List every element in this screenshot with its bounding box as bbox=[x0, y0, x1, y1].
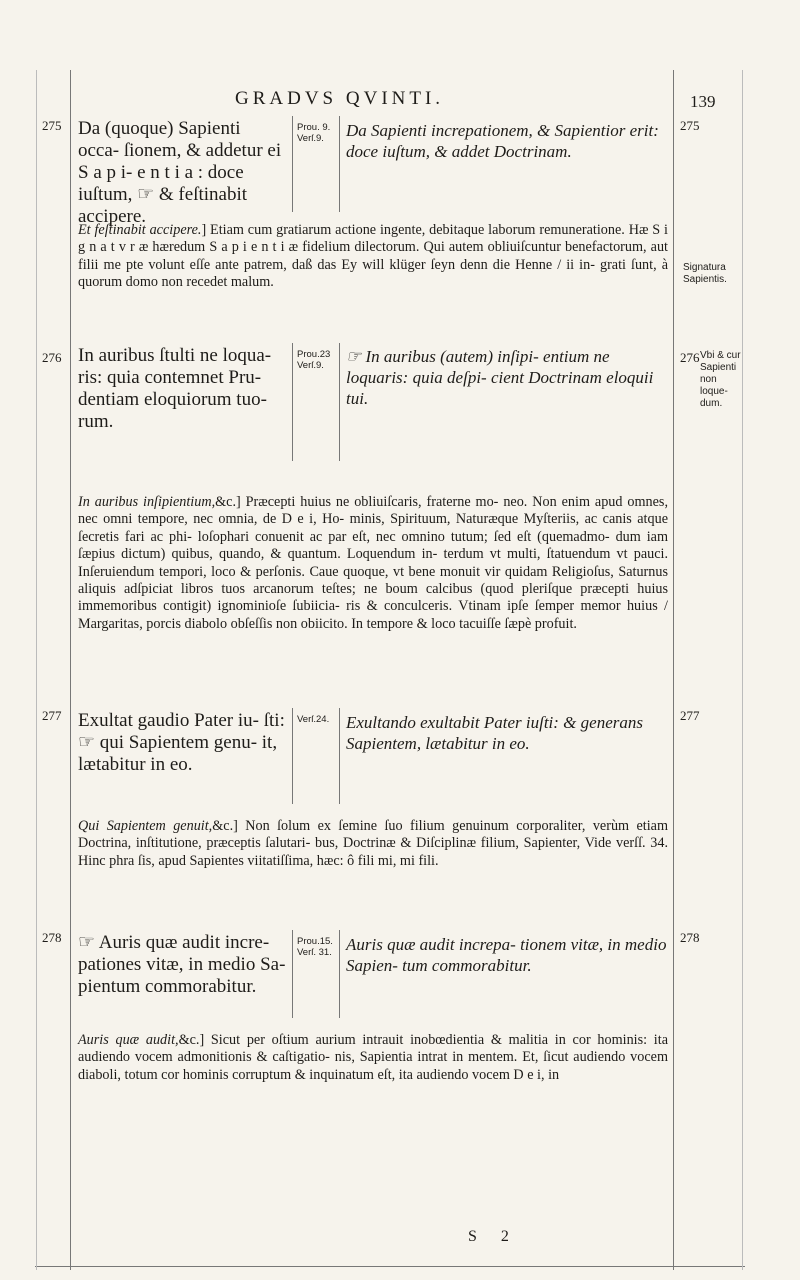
ref-277: Verſ.24. bbox=[297, 714, 330, 725]
verse-278: ☞ Auris quæ audit incre- pationes vitæ, in medio Sa- pientum commorabitur. bbox=[78, 932, 286, 997]
margin-number-278-right: 278 bbox=[680, 930, 700, 945]
column-rule bbox=[339, 116, 340, 212]
running-title: GRADVS QVINTI. bbox=[235, 88, 445, 109]
margin-number-275-left: 275 bbox=[42, 118, 62, 133]
commentary-276 bbox=[78, 494, 668, 633]
column-rule bbox=[339, 708, 340, 804]
commentary-278 bbox=[78, 1032, 668, 1084]
margin-number-275-right: 275 bbox=[680, 118, 700, 133]
column-rule bbox=[292, 708, 293, 804]
right-frame-rule bbox=[673, 70, 674, 1270]
commentary-275 bbox=[78, 222, 668, 292]
column-rule bbox=[292, 116, 293, 212]
comment-body: &c.] Sicut per oſtium aurium intrauit inobœdientia & malitia in cor hominis: ita audiendo vocem admonitionis & caſtigatio- nis, Sapientia intrat in mentem. Et, ſicut audiendo vocem diaboli, totum cor hominis corruptum & inquinatum eſt, ita audiendo vocem D e i, in bbox=[78, 1032, 668, 1083]
verse-277: Exultat gaudio Pater iu- ſti: ☞ qui Sapientem genu- it, lætabitur in eo. bbox=[78, 710, 285, 775]
comment-lead: Qui Sapientem genuit, bbox=[78, 818, 213, 834]
bottom-rule bbox=[35, 1266, 745, 1267]
margin-number-276-right: 276 bbox=[680, 350, 700, 365]
side-note-signatura: Signatura Sapientis. bbox=[683, 262, 727, 285]
ref-276: Prou.23 Verſ.9. bbox=[297, 349, 331, 371]
margin-number-278-left: 278 bbox=[42, 930, 62, 945]
side-note-vbi-cur: Vbi & cur Sapienti non loque- dum. bbox=[700, 350, 741, 409]
column-rule bbox=[339, 930, 340, 1018]
comment-lead: Auris quæ audit, bbox=[78, 1032, 179, 1048]
margin-number-277-right: 277 bbox=[680, 708, 700, 723]
column-rule bbox=[292, 930, 293, 1018]
comment-body: ] Etiam cum gratiarum actione ingente, debitaque laborum remuneratione. Hæ S i g n a t v r æ hæredum S a p i e n t i æ fidelium dilectorum. Qui autem obliuiſcuntur benefactorum, aut filii me pte volunt eſſe ante patrem, daß das Ey will klüger ſeyn denn die Henne / ii in- grati ſunt, à quorum domo non recedet malum. bbox=[78, 222, 668, 291]
translation-275: Da Sapienti increpationem, & Sapientior erit: doce iuſtum, & addet Doctrinam. bbox=[346, 121, 659, 161]
page-number: 139 bbox=[690, 92, 716, 111]
translation-277: Exultando exultabit Pater iuſti: & generans Sapientem, lætabitur in eo. bbox=[346, 713, 643, 753]
translation-276: ☞ In auribus (autem) inſipi- entium ne loquaris: quia deſpi- cient Doctrinam eloquii tui. bbox=[346, 347, 654, 408]
verse-276: In auribus ſtulti ne loqua- ris: quia contemnet Pru- dentiam eloquiorum tuo- rum. bbox=[78, 345, 272, 432]
comment-body: &c.] Præcepti huius ne obliuiſcaris, fraterne mo- neo. Non enim apud omnes, nec omni tempore, nec omnia, de D e i, Ho- minis, Spirituum, Naturæque Myſteriis, ac canis atque ſecretis fari ac phi- loſophari conuenit ac par eſt, nec omnino tutum; ſed eſt (quemadmo- dum iam ſæpius dictum) quibus, quando, & quantum. Loquendum in- terdum vt multi, ſtatuendum vt pauci. Inſeruiendum tempori, loco & perſonis. Caue quoque, vt bene monuit vir quidam Religioſus, Saturnus aliquis adſpiciat libros tuos arcanorum teſtes; ne boum calcibus (quod pleriſque præcepti huius immemoribus contigit) ignominioſe ſubiicia- ris & conculceris. Vtinam ipſe ſemper memor huius / Margaritas, porcis diabolo obſeſſis non obiicito. In tempore & loco tacuiſſe ſæpè profuit. bbox=[78, 494, 668, 632]
comment-lead: Et feſtinabit accipere. bbox=[78, 222, 202, 238]
column-rule bbox=[339, 343, 340, 461]
margin-number-277-left: 277 bbox=[42, 708, 62, 723]
signature-mark: S 2 bbox=[468, 1228, 519, 1245]
comment-lead: In auribus inſipientium, bbox=[78, 494, 216, 510]
verse-275: Da (quoque) Sapienti occa- ſionem, & addetur ei S a p i- e n t i a : doce iuſtum, ☞ & feſtinabit accipere. bbox=[78, 118, 282, 227]
ref-275: Prou. 9. Verſ.9. bbox=[297, 122, 331, 144]
outer-right-rule bbox=[742, 70, 743, 1270]
commentary-277 bbox=[78, 818, 668, 870]
comment-body: &c.] Non ſolum ex ſemine ſuo filium genuinum corporaliter, verùm etiam Doctrina, inſtitutione, præceptis ſalutari- bus, Doctrinæ & Diſciplinæ filium, Sapienter, Vide verſſ. 34. Hinc phra ſis, apud Sapientes viitatiſſima, hæc: ô fili mi, mi fili. bbox=[78, 818, 669, 869]
column-rule bbox=[292, 343, 293, 461]
translation-278: Auris quæ audit increpa- tionem vitæ, in medio Sapien- tum commorabitur. bbox=[346, 935, 667, 975]
left-frame-rule bbox=[70, 70, 71, 1270]
ref-278: Prou.15. Verſ. 31. bbox=[297, 936, 333, 958]
margin-number-276-left: 276 bbox=[42, 350, 62, 365]
outer-left-rule bbox=[36, 70, 37, 1270]
